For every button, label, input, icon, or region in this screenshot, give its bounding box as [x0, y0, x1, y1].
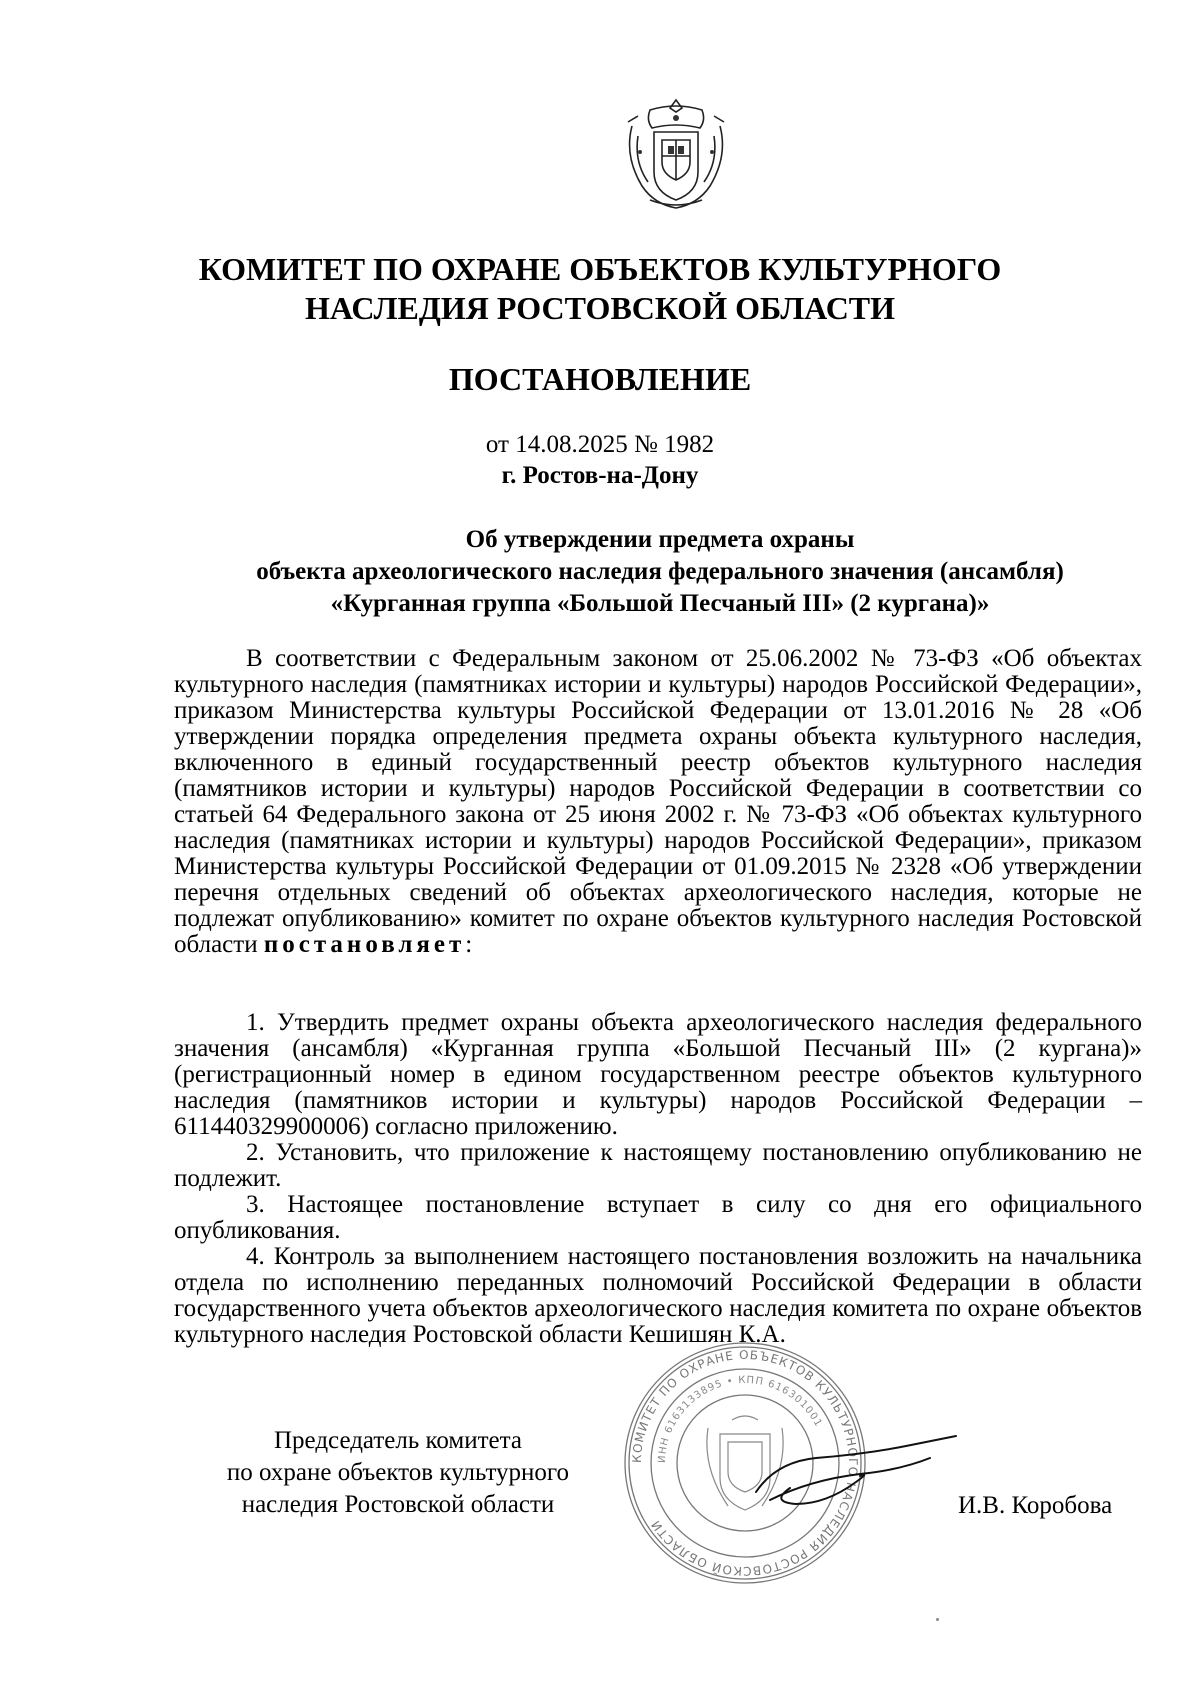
resolution-items — [174, 1010, 1142, 1348]
organization-name — [0, 250, 1200, 328]
list-item: 1. Утвердить предмет охраны объекта археологического наследия федерального значения (ансамбля) «Курганная группа «Большой Песчаный III» (2 кургана)» (регистрационный номер в едином государственном реестре объектов культурного наследия (памятников истории и культуры) народов Российской Федерации – 611440329900006) согласно приложению. — [174, 1009, 1142, 1140]
coat-of-arms-emblem — [620, 96, 732, 214]
signer-position — [176, 1425, 620, 1521]
list-item: 3. Настоящее постановление вступает в силу со дня его официального опубликования. — [174, 1191, 1142, 1244]
preamble-keyword: постановляет — [263, 931, 466, 958]
preamble-end: : — [465, 931, 473, 958]
document-title — [170, 524, 1150, 620]
title-line-1: Об утверждении предмета охраны — [465, 526, 855, 553]
document-type: ПОСТАНОВЛЕНИЕ — [448, 361, 752, 397]
document-city: г. Ростов-на-Дону — [501, 462, 699, 489]
preamble-text: В соответствии с Федеральным законом от 25.06.2002 № 73-ФЗ «Об объектах культурного наследия (памятниках истории и культуры) народов Российской Федерации», приказом Министерства культуры Российской Федерации от 13.01.2016 № 28 «Об утверждении порядка определения предмета охраны объекта культурного наследия, включенного в единый государственный реестр объектов культурного наследия (памятников истории и культуры) народов Российской Федерации в соответствии со статьей 64 Федерального закона от 25 июня 2002 г. № 73-ФЗ «Об объектах культурного наследия (памятниках истории и культуры) народов Российской Федерации», приказом Министерства культуры Российской Федерации от 01.09.2015 № 2328 «Об утверждении перечня отдельных сведений об объектах археологического наследия, которые не подлежат опубликованию» комитет по охране объектов культурного наследия Ростовской области — [174, 645, 1142, 958]
position-line-2: по охране объектов культурного — [226, 1459, 570, 1486]
position-line-1: Председатель комитета — [274, 1427, 522, 1454]
list-item: 4. Контроль за выполнением настоящего постановления возложить на начальника отдела по исполнению переданных полномочий Российской Федерации в области государственного учета объектов археологического наследия комитета по охране объектов культурного наследия Ростовской области Кешишян К.А. — [174, 1243, 1142, 1348]
position-line-3: наследия Ростовской области — [241, 1491, 555, 1518]
document-date-number: от 14.08.2025 № 1982 — [485, 431, 715, 458]
preamble-paragraph — [174, 646, 1142, 958]
org-line-1: КОМИТЕТ ПО ОХРАНЕ ОБЪЕКТОВ КУЛЬТУРНОГО — [198, 251, 1002, 287]
speck — [936, 1618, 939, 1621]
title-line-3: «Курганная группа «Большой Песчаный III» (2 кургана)» — [330, 590, 990, 617]
org-line-2: НАСЛЕДИЯ РОСТОВСКОЙ ОБЛАСТИ — [304, 290, 896, 326]
list-item: 2. Установить, что приложение к настоящему постановлению опубликованию не подлежит. — [174, 1139, 1142, 1192]
signer-name: И.В. Коробова — [958, 1492, 1113, 1519]
handwritten-signature — [750, 1430, 960, 1520]
title-line-2: объекта археологического наследия федерального значения (ансамбля) — [256, 558, 1064, 585]
stamp-outer-text: КОМИТЕТ ПО ОХРАНЕ ОБЪЕКТОВ КУЛЬТУРНОГО НАСЛЕДИЯ РОСТОВСКОЙ ОБЛАСТИ — [629, 1347, 861, 1579]
stamp-inner-text: ИНН 6163133895 • КПП 616301001 — [656, 1374, 824, 1464]
